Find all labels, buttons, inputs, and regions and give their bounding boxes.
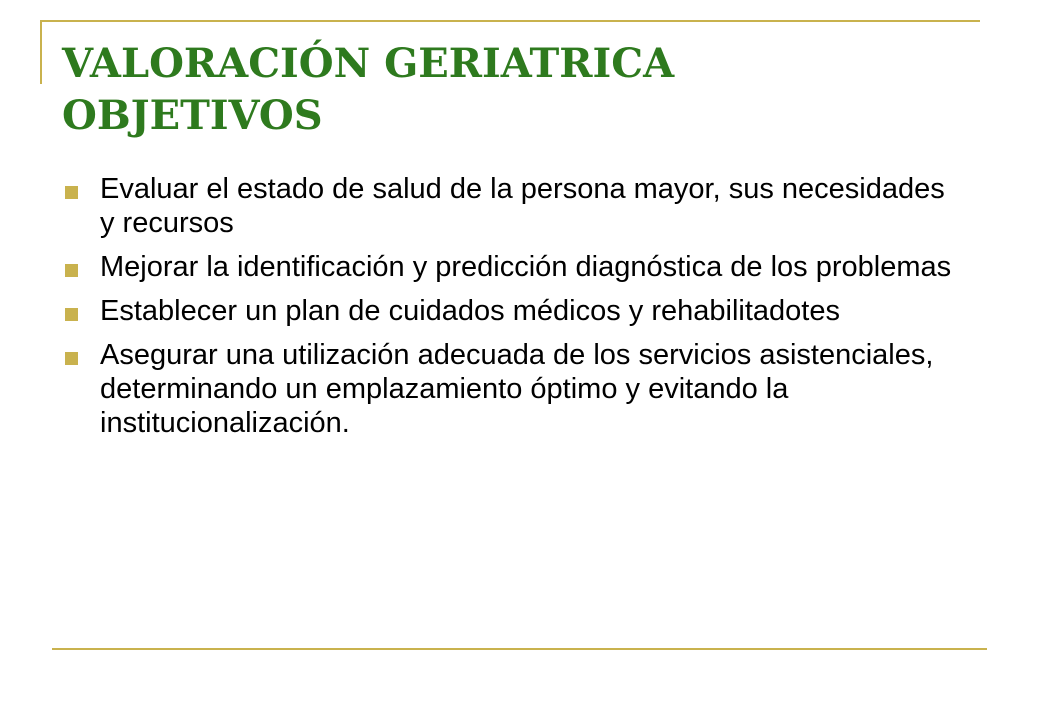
- list-item: [62, 172, 962, 240]
- slide-title: [62, 38, 982, 142]
- list-item-text: Asegurar una utilización adecuada de los servicios asistenciales, determinando un emplazamiento óptimo y evitando la institucionalización.: [100, 339, 934, 439]
- objectives-list: [62, 172, 962, 450]
- list-item: [62, 250, 962, 284]
- top-divider-line: [40, 20, 980, 22]
- bottom-divider-line: [52, 648, 987, 650]
- left-accent-line: [40, 20, 42, 84]
- list-item: [62, 294, 962, 328]
- slide-title-line-1: VALORACIÓN GERIATRICA: [62, 40, 675, 87]
- square-bullet-icon: [65, 186, 78, 199]
- list-item-text: Mejorar la identificación y predicción diagnóstica de los problemas: [100, 251, 952, 283]
- square-bullet-icon: [65, 308, 78, 321]
- slide-title-line-2: OBJETIVOS: [62, 92, 323, 139]
- square-bullet-icon: [65, 352, 78, 365]
- square-bullet-icon: [65, 264, 78, 277]
- list-item: [62, 338, 962, 440]
- list-item-text: Establecer un plan de cuidados médicos y rehabilitadotes: [100, 295, 840, 327]
- list-item-text: Evaluar el estado de salud de la persona mayor, sus necesidades y recursos: [100, 173, 945, 239]
